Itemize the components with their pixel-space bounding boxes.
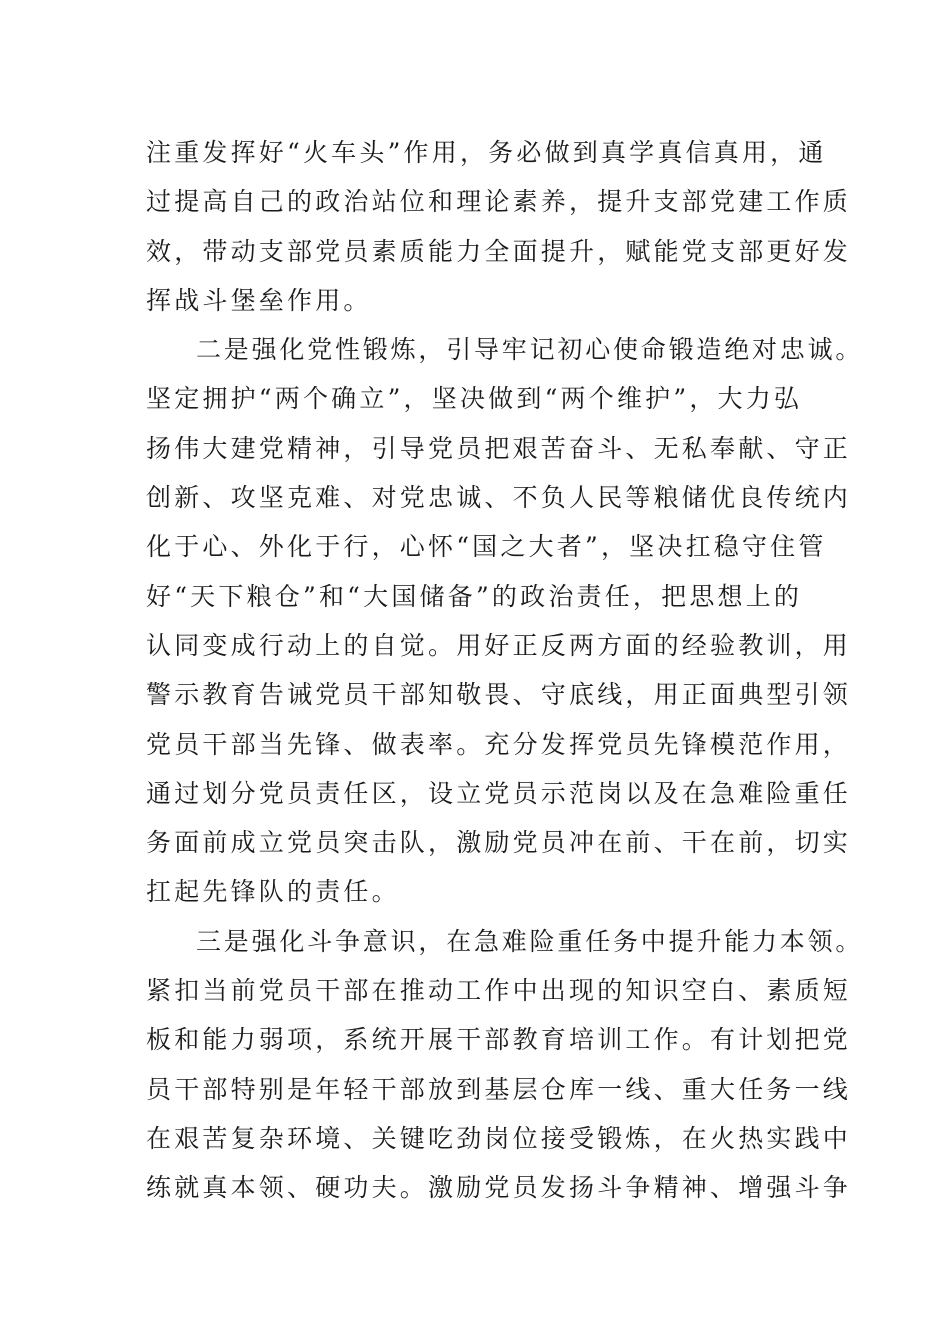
text-line: 好“天下粮仓”和“大国储备”的政治责任，把思想上的: [146, 581, 803, 611]
text-line: 挥战斗堡垒作用。: [146, 285, 372, 315]
document-body: [146, 128, 866, 1213]
text-line: 坚定拥护“两个确立”，坚决做到“两个维护”，大力弘: [146, 384, 803, 414]
text-line: 效，带动支部党员素质能力全面提升，赋能党支部更好发: [146, 236, 852, 266]
text-line: 过提高自己的政治站位和理论素养，提升支部党建工作质: [146, 187, 852, 217]
text-line: 化于心、外化于行，心怀“国之大者”，坚决扛稳守住管: [146, 532, 827, 562]
text-line: 注重发挥好“火车头”作用，务必做到真学真信真用，通: [146, 138, 827, 167]
text-line: 创新、攻坚克难、对党忠诚、不负人民等粮储优良传统内: [146, 483, 852, 513]
text-line: 党员干部当先锋、做表率。充分发挥党员先锋模范作用，: [146, 729, 852, 759]
text-line: 板和能力弱项，系统开展干部教育培训工作。有计划把党: [146, 1025, 852, 1055]
text-line: 扬伟大建党精神，引导党员把艰苦奋斗、无私奉献、守正: [146, 433, 852, 463]
text-line: 员干部特别是年轻干部放到基层仓库一线、重大任务一线: [146, 1074, 852, 1104]
text-line: 认同变成行动上的自觉。用好正反两方面的经验教训，用: [146, 630, 852, 660]
text-line: 扛起先锋队的责任。: [146, 877, 400, 907]
text-line: 紧扣当前党员干部在推动工作中出现的知识空白、素质短: [146, 976, 852, 1006]
paragraph-first-line: 二是强化党性锻炼，引导牢记初心使命锻造绝对忠诚。: [196, 335, 864, 365]
text-line: 警示教育告诫党员干部知敬畏、守底线，用正面典型引领: [146, 680, 852, 710]
text-line: 练就真本领、硬功夫。激励党员发扬斗争精神、增强斗争: [146, 1173, 852, 1203]
text-line: 通过划分党员责任区，设立党员示范岗以及在急难险重任: [146, 778, 852, 808]
text-line: 在艰苦复杂环境、关键吃劲岗位接受锻炼，在火热实践中: [146, 1123, 852, 1153]
text-line: 务面前成立党员突击队，激励党员冲在前、干在前，切实: [146, 828, 852, 858]
paragraph-first-line: 三是强化斗争意识，在急难险重任务中提升能力本领。: [196, 926, 864, 956]
